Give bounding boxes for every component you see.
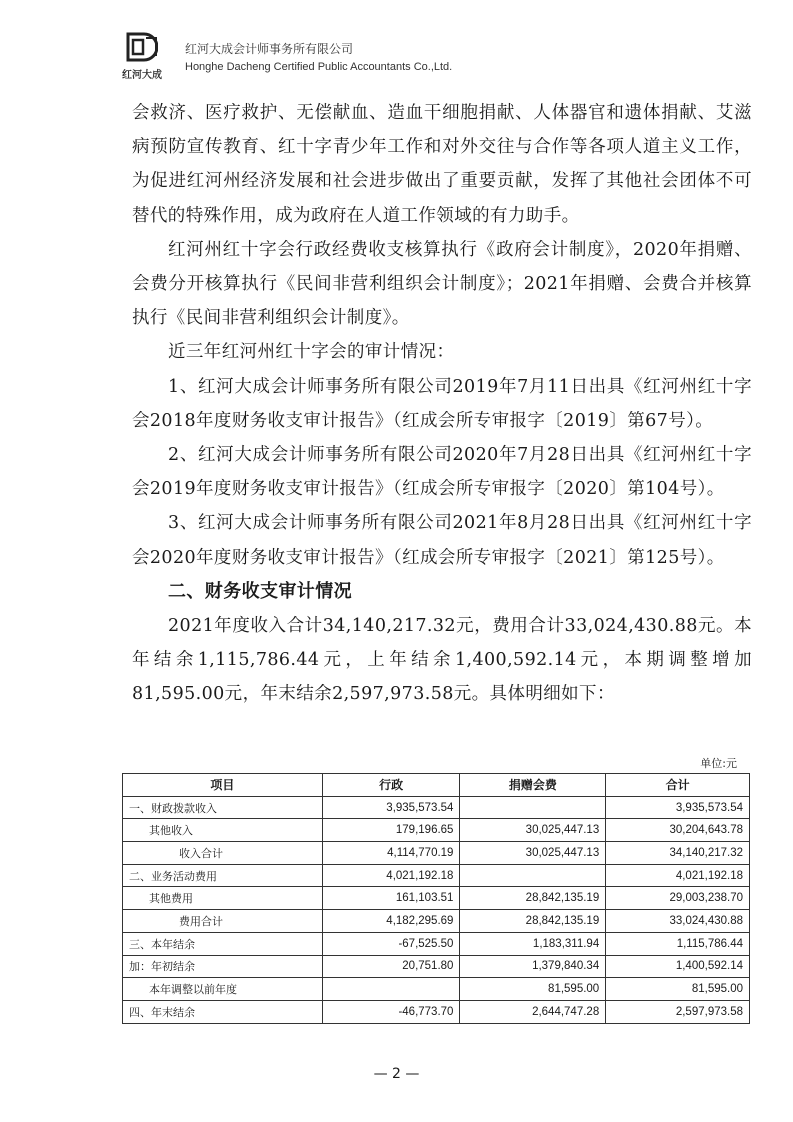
paragraph-summary: 2021年度收入合计34,140,217.32元，费用合计33,024,430.88元。本年结余1,115,786.44元，上年结余1,400,592.14元，本期调整增加81,595.00元，年末结余2,597,973.58元。具体明细如下： — [132, 615, 752, 705]
paragraph-audit-2021: 3、红河大成会计师事务所有限公司2021年8月28日出具《红河州红十字会2020年度财务收支审计报告》（红成会所专审报字〔2021〕第125号）。 — [132, 513, 752, 568]
row-admin: 4,182,295.69 — [322, 910, 460, 933]
firm-name-en: Honghe Dacheng Certified Public Accountants Co.,Ltd. — [185, 61, 453, 73]
table-row — [123, 978, 750, 1001]
logo-text: 红河大成 — [122, 70, 162, 81]
row-total: 2,597,973.58 — [606, 1000, 750, 1023]
row-donation: 1,183,311.94 — [460, 932, 606, 955]
row-total: 29,003,238.70 — [606, 887, 750, 910]
row-donation: 81,595.00 — [460, 978, 606, 1001]
row-donation: 1,379,840.34 — [460, 955, 606, 978]
row-item: 一、财政拨款收入 — [123, 796, 323, 819]
row-item: 本年调整以前年度 — [123, 978, 323, 1001]
firm-logo — [110, 26, 174, 84]
table-header-row — [123, 774, 750, 797]
row-donation: 30,025,447.13 — [460, 842, 606, 865]
row-donation: 28,842,135.19 — [460, 910, 606, 933]
paragraph-continuation: 会救济、医疗救护、无偿献血、造血干细胞捐献、人体器官和遗体捐献、艾滋病预防宣传教育、红十字青少年工作和对外交往与合作等各项人道主义工作，为促进红河州经济发展和社会进步做出了重要贡献，发挥了其他社会团体不可替代的特殊作用，成为政府在人道工作领域的有力助手。 — [132, 103, 752, 226]
table-row — [123, 864, 750, 887]
row-total: 1,115,786.44 — [606, 932, 750, 955]
paragraph-audit-2020: 2、红河大成会计师事务所有限公司2020年7月28日出具《红河州红十字会2019年度财务收支审计报告》（红成会所专审报字〔2020〕第104号）。 — [132, 445, 752, 500]
row-total: 33,024,430.88 — [606, 910, 750, 933]
table-row — [123, 1000, 750, 1023]
row-item: 四、年末结余 — [123, 1000, 323, 1023]
paragraph-audit-intro: 近三年红河州红十字会的审计情况： — [168, 342, 455, 363]
row-item: 加：年初结余 — [123, 955, 323, 978]
row-donation: 2,644,747.28 — [460, 1000, 606, 1023]
row-item: 费用合计 — [123, 910, 323, 933]
row-total: 4,021,192.18 — [606, 864, 750, 887]
row-donation — [460, 796, 606, 819]
column-header-admin: 行政 — [322, 774, 460, 797]
row-total: 3,935,573.54 — [606, 796, 750, 819]
table-row — [123, 796, 750, 819]
document-body — [132, 96, 752, 711]
table-row — [123, 842, 750, 865]
row-donation: 30,025,447.13 — [460, 819, 606, 842]
table-row — [123, 910, 750, 933]
table-row — [123, 955, 750, 978]
row-admin: 179,196.65 — [322, 819, 460, 842]
row-item: 二、业务活动费用 — [123, 864, 323, 887]
dacheng-logo-icon — [126, 32, 158, 62]
financial-table — [122, 773, 750, 1024]
row-total: 1,400,592.14 — [606, 955, 750, 978]
table-row — [123, 819, 750, 842]
row-admin: 3,935,573.54 — [322, 796, 460, 819]
row-donation — [460, 864, 606, 887]
row-item: 其他收入 — [123, 819, 323, 842]
column-header-item: 项目 — [123, 774, 323, 797]
row-admin: 161,103.51 — [322, 887, 460, 910]
row-donation: 28,842,135.19 — [460, 887, 606, 910]
row-admin: 4,114,770.19 — [322, 842, 460, 865]
row-admin: -67,525.50 — [322, 932, 460, 955]
section-heading: 二、财务收支审计情况 — [168, 580, 352, 602]
unit-label: 单位:元 — [700, 757, 737, 770]
row-admin: -46,773.70 — [322, 1000, 460, 1023]
row-item: 收入合计 — [123, 842, 323, 865]
firm-name — [185, 40, 452, 76]
row-item: 三、本年结余 — [123, 932, 323, 955]
row-admin: 4,021,192.18 — [322, 864, 460, 887]
row-total: 34,140,217.32 — [606, 842, 750, 865]
row-total: 30,204,643.78 — [606, 819, 750, 842]
column-header-total: 合计 — [606, 774, 750, 797]
firm-name-cn: 红河大成会计师事务所有限公司 — [185, 42, 354, 56]
row-total: 81,595.00 — [606, 978, 750, 1001]
page-header — [110, 26, 710, 86]
paragraph-audit-2019: 1、红河大成会计师事务所有限公司2019年7月11日出具《红河州红十字会2018年度财务收支审计报告》（红成会所专审报字〔2019〕第67号）。 — [132, 376, 752, 431]
page-number: — 2 — — [373, 1066, 420, 1082]
column-header-donation: 捐赠会费 — [460, 774, 606, 797]
row-admin: 20,751.80 — [322, 955, 460, 978]
paragraph-accounting-system: 红河州红十字会行政经费收支核算执行《政府会计制度》，2020年捐赠、会费分开核算执行《民间非营利组织会计制度》；2021年捐赠、会费合并核算执行《民间非营利组织会计制度》。 — [132, 239, 752, 329]
row-item: 其他费用 — [123, 887, 323, 910]
row-admin — [322, 978, 460, 1001]
table-row — [123, 887, 750, 910]
table-row — [123, 932, 750, 955]
